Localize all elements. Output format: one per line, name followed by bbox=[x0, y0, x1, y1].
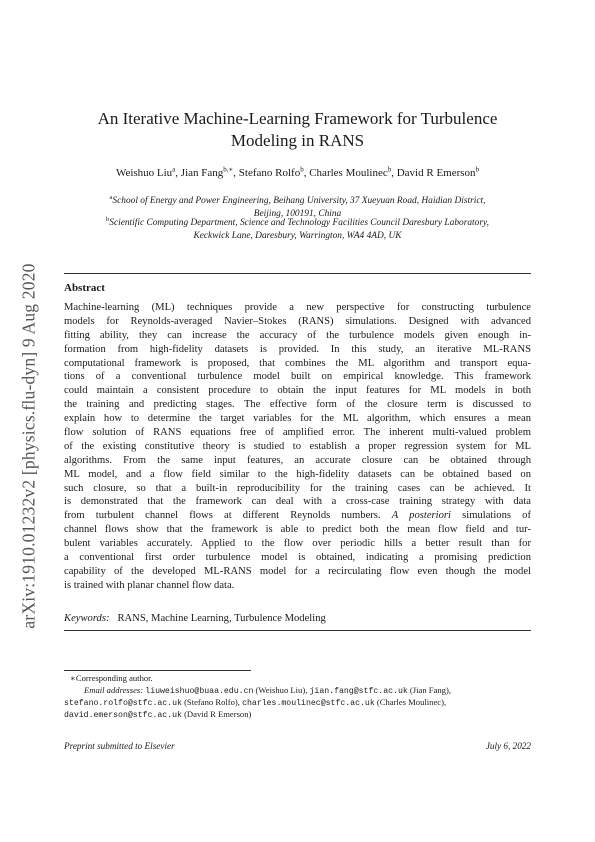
abstract-heading: Abstract bbox=[64, 282, 105, 294]
footnote-rule bbox=[64, 670, 251, 671]
abstract-line: fitting ability, they can increase the accuracy of the turbulence models given enough in- bbox=[64, 329, 531, 341]
abstract-line: is trained with planar channel flow data. bbox=[64, 579, 235, 591]
affiliation-a: $^a$School of Energy and Power Engineering, Beihang University, 37 Xueyuan Road, Haidian District, Beijing, 100191, China bbox=[109, 194, 486, 219]
abstract-line: models for Reynolds-averaged Navier–Stokes (RANS) simulations. Designed with advanced bbox=[64, 315, 531, 327]
arxiv-identifier: arXiv:1910.01232v2 [physics.flu-dyn] 9 Aug 2020 bbox=[18, 263, 39, 629]
author: Jian Fang$^{b,∗}$, bbox=[180, 165, 239, 179]
email-link[interactable]: charles.moulinec@stfc.ac.uk bbox=[242, 699, 375, 708]
abstract-body bbox=[64, 301, 531, 593]
email-link[interactable]: stefano.rolfo@stfc.ac.uk bbox=[64, 699, 182, 708]
abstract-line: explain how to determine the target variables for the ML algorithm, which ensures a mean bbox=[64, 413, 531, 425]
email-link[interactable]: david.emerson@stfc.ac.uk bbox=[64, 711, 182, 720]
abstract-line: computational framework is proposed, that combines the ML algorithm and transport equa- bbox=[64, 357, 531, 369]
abstract-line: a conventional first order turbulence model is obtained, indicating a promising prediction bbox=[64, 552, 531, 564]
author: David R Emerson$^b$ bbox=[396, 165, 480, 179]
abstract-line: Machine-learning (ML) techniques provide a new perspective for constructing turbulence bbox=[64, 302, 531, 313]
abstract-top-rule bbox=[64, 273, 531, 274]
author-list bbox=[64, 165, 531, 179]
abstract-line: of the existing constitutive theory is studied to establish a proper regression system for ML bbox=[64, 440, 531, 452]
abstract-bottom-rule bbox=[64, 630, 531, 631]
abstract-line: such closure, so that a built-in reproducibility for the training cases can be achieved. It bbox=[64, 482, 531, 494]
abstract-line: flow solution of RANS equations free of amplified error. The inherent multi-valued problem bbox=[64, 427, 531, 439]
keywords-label: Keywords: bbox=[64, 613, 110, 624]
abstract-line: capability of the developed ML-RANS model for a recirculating flow even though the model bbox=[64, 565, 531, 577]
abstract-line: from turbulent channel flows at different Reynolds numbers. A posteriori simulations of bbox=[64, 510, 531, 522]
email-addresses-line-3: david.emerson@stfc.ac.uk (David R Emerson) bbox=[64, 709, 252, 720]
affiliation-b: $^b$Scientific Computing Department, Science and Technology Facilities Council Daresbury Laboratory, Keckwick Lane, Daresbury, Warrington, WA4 4AD, UK bbox=[106, 216, 489, 241]
email-link[interactable]: jian.fang@stfc.ac.uk bbox=[309, 687, 408, 696]
abstract-line: the training and predicting stages. The effective form of the closure term is discussed to bbox=[64, 399, 531, 411]
paper-title-line-1: An Iterative Machine-Learning Framework for Turbulence bbox=[97, 109, 498, 128]
email-link[interactable]: liuweishuo@buaa.edu.cn bbox=[145, 687, 254, 696]
a-posteriori-italic: A posteriori bbox=[391, 510, 451, 522]
preprint-note: Preprint submitted to Elsevier bbox=[64, 741, 175, 751]
abstract-line: formation from high-fidelity datasets is provided. In this study, an iterative ML-RANS bbox=[64, 343, 531, 355]
email-addresses-line-2: stefano.rolfo@stfc.ac.uk (Stefano Rolfo), charles.moulinec@stfc.ac.uk (Charles Moulinec), bbox=[64, 697, 447, 708]
corresponding-author-note: ∗Corresponding author. bbox=[70, 673, 153, 683]
abstract-line: could maintain a consistent procedure to obtain the input features for ML models in both bbox=[64, 385, 531, 397]
email-addresses-line-1: Email addresses: liuweishuo@buaa.edu.cn (Weishuo Liu), jian.fang@stfc.ac.uk (Jian Fang), bbox=[84, 685, 451, 696]
abstract-line: bulent variables accurately. Applied to the flow over periodic hills a better result than for bbox=[64, 538, 531, 550]
abstract-line: algorithms. From the same input features, an accurate closure can be obtained through bbox=[64, 454, 531, 466]
abstract-line: is demonstrated that the framework can deal with a cross-case training strategy with data bbox=[64, 496, 531, 508]
abstract-line: ML model, and a flow field similar to the high-fidelity datasets can be obtained based on bbox=[64, 468, 531, 480]
author: Charles Moulinec$^b$, bbox=[309, 165, 397, 179]
date: July 6, 2022 bbox=[485, 741, 531, 751]
keywords bbox=[64, 613, 326, 624]
abstract-line: channel flows show that the framework is able to predict both the mean flow field and tur- bbox=[64, 524, 531, 536]
author: Stefano Rolfo$^b$, bbox=[238, 165, 310, 179]
abstract-line: tions of a conventional turbulence model built on empirical knowledge. This framework bbox=[64, 371, 531, 383]
arxiv-stamp bbox=[14, 236, 44, 656]
author: Weishuo Liu$^a$, bbox=[115, 165, 181, 179]
paper-title-line-2: Modeling in RANS bbox=[230, 131, 365, 150]
keywords-text: RANS, Machine Learning, Turbulence Modeling bbox=[117, 613, 326, 624]
